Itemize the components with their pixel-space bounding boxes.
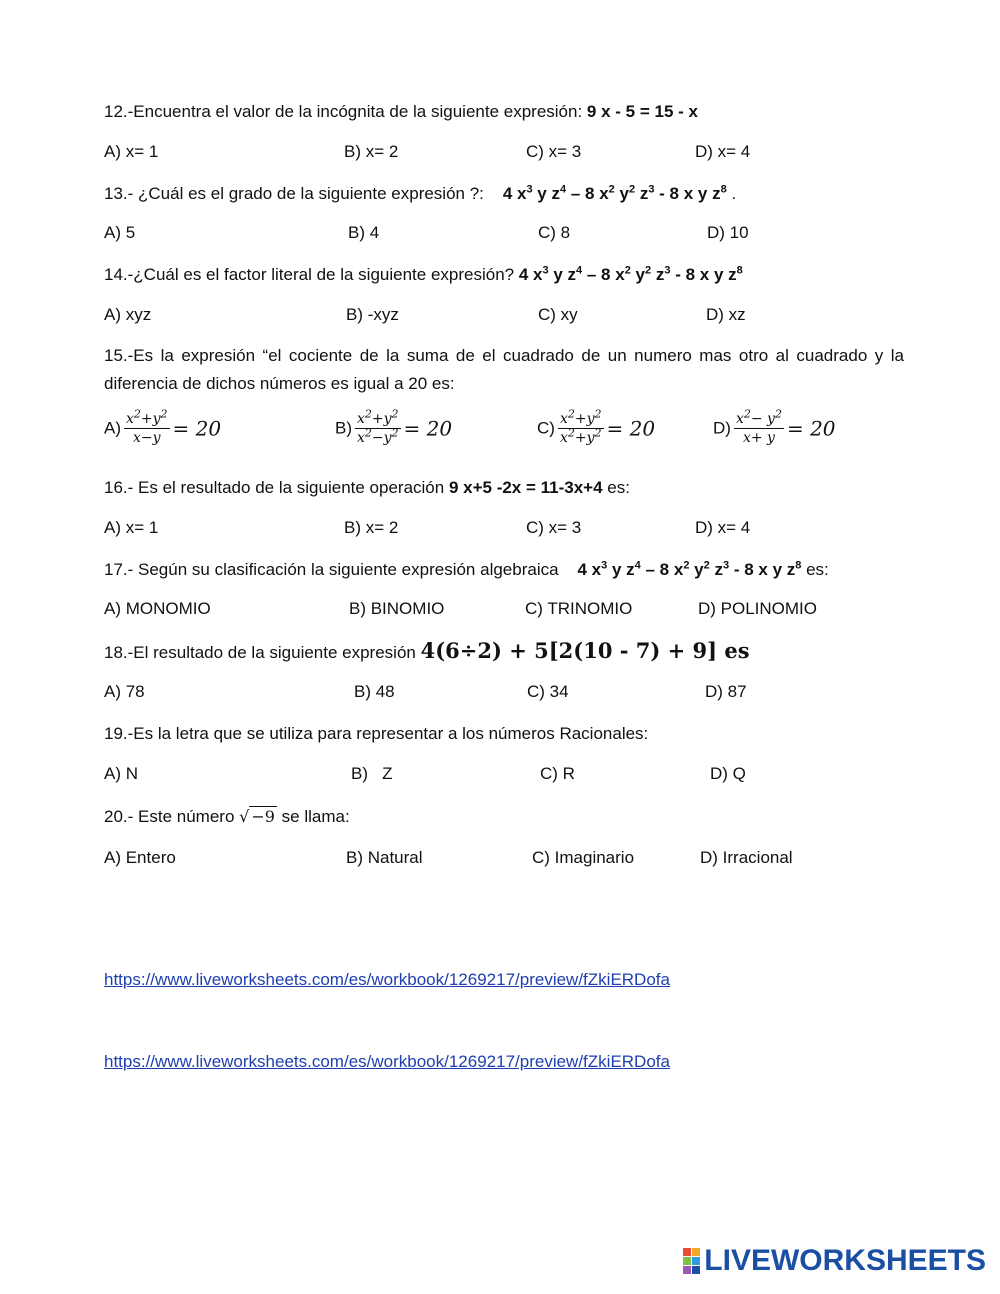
question-17-expression: 4 $x^3$ y $z^4 - 8$ $x^2$ $y^2$ $z^3 - 8$ x y $z^8$ [577,559,802,579]
q19-option-a[interactable]: A) N [104,764,138,783]
question-20-sqrt: √ −9 [239,807,275,826]
q13-option-c[interactable]: C) 8 [538,223,571,242]
q20-option-c[interactable]: C) Imaginario [532,848,635,867]
question-18-text: 18.-El resultado de la siguiente expresión [104,643,421,662]
workbook-link-1[interactable]: https://www.liveworksheets.com/es/workbook/1269217/preview/fZkiERDofa [104,970,670,989]
workbook-link-2[interactable]: https://www.liveworksheets.com/es/workbook/1269217/preview/fZkiERDofa [104,1052,670,1071]
question-15-text: 15.-Es la expresión “el cociente de la suma de el cuadrado de un numero mas otro al cuadrado y la diferencia de dichos números es igual a 20 es: [104,346,904,393]
question-12 [104,98,904,126]
question-12-options [104,142,904,166]
question-12-expression: 9 x - 5 = 15 - x [586,102,698,121]
q17-option-a[interactable]: A) MONOMIO [104,599,211,618]
q15-option-b[interactable]: B) $\frac{x^2+y^2}{x^2-y^2}$ = 20 [335,407,453,446]
q13-option-a[interactable]: A) 5 [104,223,136,242]
question-20-options [104,848,904,872]
q13-option-b[interactable]: B) 4 [348,223,380,242]
question-15 [104,342,904,398]
q19-option-b[interactable]: B) Z [351,764,393,783]
q20-option-a[interactable]: A) Entero [104,848,176,867]
q15-option-c[interactable]: C) $\frac{x^2+y^2}{x^2+y^2}$ = 20 [537,407,656,446]
q16-option-a[interactable]: A) x= 1 [104,518,159,537]
question-18 [104,637,904,667]
question-13: 13.- ¿Cuál es el grado de la siguiente expresión ?: 4 $x^3$ y $z^4 - 8$ $x^2$ $y^2$ $z^3 - 8$ x y $z^8$ . [104,183,737,203]
q17-option-c[interactable]: C) TRINOMIO [525,599,633,618]
q14-option-b[interactable]: B) -xyz [346,305,399,324]
question-12-text: 12.-Encuentra el valor de la incógnita de la siguiente expresión: [104,102,587,121]
q18-option-c[interactable]: C) 34 [527,682,569,701]
q19-option-c[interactable]: C) R [540,764,575,783]
question-14 [104,261,904,289]
q16-option-d[interactable]: D) x= 4 [695,518,751,537]
q19-option-d[interactable]: D) Q [710,764,746,783]
q14-option-d[interactable]: D) xz [706,305,746,324]
question-13-text: 13.- ¿Cuál es el grado de la siguiente expresión ?: [104,184,484,203]
q16-option-b[interactable]: B) x= 2 [344,518,399,537]
q13-option-d[interactable]: D) 10 [707,223,749,242]
liveworksheets-logo [683,1244,986,1278]
q16-option-c[interactable]: C) x= 3 [526,518,582,537]
q17-option-b[interactable]: B) BINOMIO [349,599,445,618]
question-16-options [104,518,904,542]
q14-option-c[interactable]: C) xy [538,305,578,324]
question-19 [104,720,904,748]
question-20: 20.- Este número √ −9 se llama: [104,803,904,831]
question-13-expression: 4 $x^3$ y $z^4 - 8$ $x^2$ $y^2$ $z^3 - 8$ x y $z^8$ [502,183,727,203]
question-19-options [104,764,904,788]
question-16-text: 16.- Es el resultado de la siguiente operación [104,478,449,497]
question-20-text: 20.- Este número [104,807,240,826]
liveworksheets-logo-text: LIVEWORKSHEETS [704,1244,986,1277]
q12-option-d[interactable]: D) x= 4 [695,142,751,161]
question-18-options [104,682,904,706]
q14-option-a[interactable]: A) xyz [104,305,152,324]
question-14-expression: 4 $x^3$ y $z^4 - 8$ $x^2$ $y^2$ $z^3 - 8$ x y $z^8$ [518,264,743,284]
question-15-options [104,407,904,462]
q12-option-b[interactable]: B) x= 2 [344,142,399,161]
question-19-text: 19.-Es la letra que se utiliza para representar a los números Racionales: [104,724,649,743]
question-17-options [104,599,904,623]
q12-option-a[interactable]: A) x= 1 [104,142,159,161]
q18-option-b[interactable]: B) 48 [354,682,395,701]
q12-option-c[interactable]: C) x= 3 [526,142,582,161]
question-14-options [104,305,904,329]
question-18-expression: 4(6÷2) + 5[2(10 - 7) + 9] es [420,638,750,663]
q20-option-d[interactable]: D) Irracional [700,848,793,867]
q15-option-d[interactable]: D) $\frac{x^2- y^2}{x+ y}$ = 20 [713,407,836,446]
q18-option-d[interactable]: D) 87 [705,682,747,701]
q18-option-a[interactable]: A) 78 [104,682,145,701]
question-17: 17.- Según su clasificación la siguiente expresión algebraica 4 $x^3$ y $z^4 - 8$ $x^2$ $y^2$ $z^3 - 8$ x y $z^8$ es: [104,559,829,579]
question-14-text: 14.-¿Cuál es el factor literal de la siguiente expresión? [104,265,519,284]
q20-option-b[interactable]: B) Natural [346,848,423,867]
question-16: 16.- Es el resultado de la siguiente operación 9 x+5 -2x = 11-3x+4 es: [104,478,630,497]
question-17-text: 17.- Según su clasificación la siguiente expresión algebraica [104,560,559,579]
q17-option-d[interactable]: D) POLINOMIO [698,599,818,618]
question-13-options [104,223,904,247]
liveworksheets-logo-icon [683,1248,700,1274]
q15-option-a[interactable]: A) $\frac{x^2+y^2}{x-y}$ = 20 [104,407,222,446]
question-16-expression: 9 x+5 -2x = 11-3x+4 [448,478,603,497]
